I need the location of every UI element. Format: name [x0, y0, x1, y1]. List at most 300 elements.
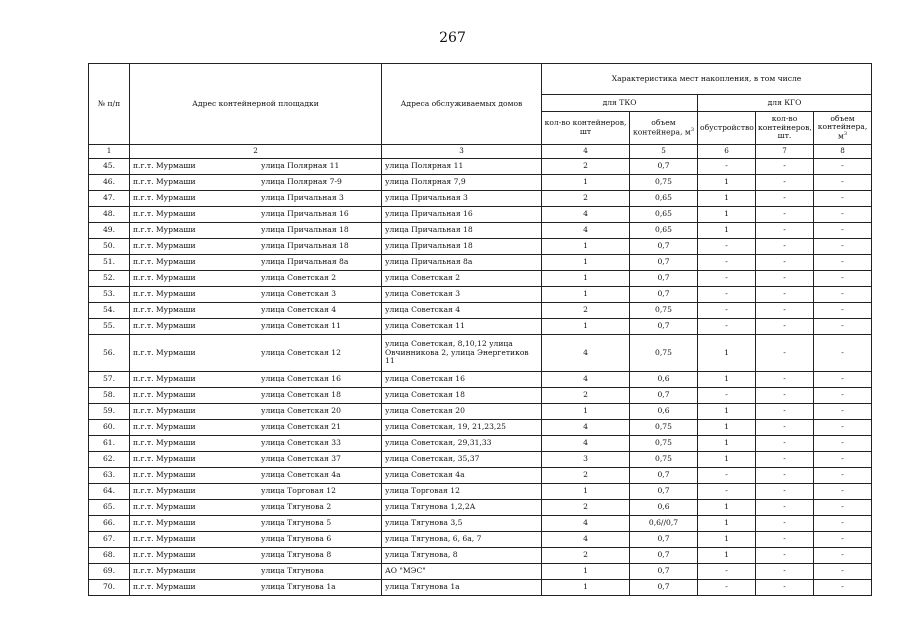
tko-container-count: 1 [542, 580, 630, 596]
kgo-equipped: - [698, 388, 756, 404]
tko-container-volume: 0,75 [630, 420, 698, 436]
row-number: 55. [89, 319, 130, 335]
table-row [89, 287, 872, 303]
kgo-equipped: 1 [698, 516, 756, 532]
site-street: улица Советская 3 [261, 289, 337, 299]
served-houses: улица Причальная 8а [382, 255, 542, 271]
page-number: 267 [439, 30, 466, 46]
kgo-container-volume: - [814, 159, 872, 175]
kgo-container-count: - [756, 239, 814, 255]
kgo-equipped: 1 [698, 207, 756, 223]
table-row [89, 223, 872, 239]
served-houses: улица Тягунова 1,2,2А [382, 500, 542, 516]
row-number: 52. [89, 271, 130, 287]
row-number: 45. [89, 159, 130, 175]
kgo-container-count: - [756, 452, 814, 468]
table-row [89, 452, 872, 468]
served-houses: улица Тягунова, 6, 6а, 7 [382, 532, 542, 548]
kgo-container-count: - [756, 580, 814, 596]
row-number: 49. [89, 223, 130, 239]
table-row [89, 484, 872, 500]
kgo-container-count: - [756, 548, 814, 564]
kgo-container-volume: - [814, 436, 872, 452]
tko-container-count: 4 [542, 516, 630, 532]
kgo-container-count: - [756, 223, 814, 239]
served-houses: улица Советская, 35,37 [382, 452, 542, 468]
row-number: 56. [89, 335, 130, 372]
tko-container-count: 4 [542, 436, 630, 452]
tko-container-volume: 0,7 [630, 388, 698, 404]
header-kgo-volume-text: объем контейнера, м [817, 113, 868, 141]
site-street: улица Советская 33 [261, 438, 341, 448]
header-kgo: для КГО [698, 95, 872, 112]
tko-container-count: 2 [542, 303, 630, 319]
kgo-equipped: - [698, 255, 756, 271]
tko-container-volume: 0,7 [630, 564, 698, 580]
served-houses: улица Советская, 19, 21,23,25 [382, 420, 542, 436]
header-kgo-count: кол-во контейнеров, шт. [756, 112, 814, 145]
header-kgo-equipped: обустройство [698, 112, 756, 145]
served-houses: улица Советская 2 [382, 271, 542, 287]
header-tko: для ТКО [542, 95, 698, 112]
site-street: улица Тягунова 2 [261, 502, 332, 512]
site-locality: п.г.т. Мурмаши [133, 289, 196, 299]
kgo-equipped: - [698, 159, 756, 175]
kgo-container-count: - [756, 372, 814, 388]
tko-container-count: 2 [542, 159, 630, 175]
kgo-container-count: - [756, 207, 814, 223]
site-address [130, 404, 382, 420]
row-number: 64. [89, 484, 130, 500]
site-address [130, 420, 382, 436]
row-number: 65. [89, 500, 130, 516]
site-address [130, 548, 382, 564]
table-row [89, 372, 872, 388]
site-locality: п.г.т. Мурмаши [133, 241, 196, 251]
kgo-container-count: - [756, 484, 814, 500]
table-row [89, 175, 872, 191]
kgo-container-count: - [756, 388, 814, 404]
kgo-equipped: 1 [698, 335, 756, 372]
site-locality: п.г.т. Мурмаши [133, 486, 196, 496]
site-locality: п.г.т. Мурмаши [133, 321, 196, 331]
site-locality: п.г.т. Мурмаши [133, 550, 196, 560]
tko-container-count: 4 [542, 223, 630, 239]
site-address [130, 532, 382, 548]
row-number: 60. [89, 420, 130, 436]
site-locality: п.г.т. Мурмаши [133, 502, 196, 512]
site-locality: п.г.т. Мурмаши [133, 177, 196, 187]
tko-container-count: 2 [542, 468, 630, 484]
site-street: улица Советская 4 [261, 305, 337, 315]
site-address [130, 175, 382, 191]
site-locality: п.г.т. Мурмаши [133, 161, 196, 171]
table-row [89, 420, 872, 436]
header-houses: Адреса обслуживаемых домов [382, 64, 542, 145]
kgo-container-count: - [756, 287, 814, 303]
kgo-container-volume: - [814, 468, 872, 484]
site-street: улица Советская 16 [261, 374, 341, 384]
site-street: улица Причальная 16 [261, 209, 349, 219]
tko-container-count: 1 [542, 255, 630, 271]
kgo-container-volume: - [814, 516, 872, 532]
column-number-row [89, 145, 872, 159]
table-row [89, 564, 872, 580]
site-street: улица Тягунова 6 [261, 534, 332, 544]
site-street: улица Торговая 12 [261, 486, 336, 496]
kgo-container-count: - [756, 335, 814, 372]
served-houses: улица Полярная 11 [382, 159, 542, 175]
tko-container-count: 1 [542, 319, 630, 335]
site-street: улица Советская 11 [261, 321, 341, 331]
table-row [89, 159, 872, 175]
site-street: улица Причальная 18 [261, 225, 349, 235]
row-number: 51. [89, 255, 130, 271]
kgo-container-volume: - [814, 532, 872, 548]
site-address [130, 500, 382, 516]
kgo-equipped: 1 [698, 404, 756, 420]
kgo-container-volume: - [814, 420, 872, 436]
kgo-container-count: - [756, 271, 814, 287]
kgo-container-count: - [756, 532, 814, 548]
row-number: 69. [89, 564, 130, 580]
tko-container-count: 4 [542, 420, 630, 436]
served-houses: улица Советская 18 [382, 388, 542, 404]
table-row [89, 255, 872, 271]
kgo-equipped: - [698, 271, 756, 287]
tko-container-volume: 0,7 [630, 159, 698, 175]
tko-container-volume: 0,75 [630, 452, 698, 468]
table-row [89, 319, 872, 335]
row-number: 50. [89, 239, 130, 255]
kgo-container-volume: - [814, 207, 872, 223]
kgo-container-volume: - [814, 452, 872, 468]
tko-container-count: 1 [542, 287, 630, 303]
tko-container-count: 4 [542, 532, 630, 548]
site-address [130, 580, 382, 596]
site-street: улица Советская 2 [261, 273, 337, 283]
tko-container-count: 1 [542, 564, 630, 580]
site-street: улица Причальная 8а [261, 257, 349, 267]
tko-container-volume: 0,7 [630, 287, 698, 303]
kgo-container-count: - [756, 255, 814, 271]
row-number: 63. [89, 468, 130, 484]
site-locality: п.г.т. Мурмаши [133, 273, 196, 283]
kgo-equipped: 1 [698, 175, 756, 191]
table-row [89, 468, 872, 484]
header-address: Адрес контейнерной площадки [130, 64, 382, 145]
kgo-container-volume: - [814, 287, 872, 303]
site-street: улица Советская 21 [261, 422, 341, 432]
tko-container-volume: 0,75 [630, 175, 698, 191]
site-locality: п.г.т. Мурмаши [133, 406, 196, 416]
table-row [89, 271, 872, 287]
row-number: 46. [89, 175, 130, 191]
column-number: 1 [89, 145, 130, 159]
site-address [130, 452, 382, 468]
column-number: 2 [130, 145, 382, 159]
kgo-container-volume: - [814, 564, 872, 580]
site-address [130, 319, 382, 335]
served-houses: улица Причальная 18 [382, 223, 542, 239]
site-locality: п.г.т. Мурмаши [133, 305, 196, 315]
site-address [130, 239, 382, 255]
row-number: 70. [89, 580, 130, 596]
table-row [89, 580, 872, 596]
served-houses: улица Советская 16 [382, 372, 542, 388]
tko-container-volume: 0,75 [630, 303, 698, 319]
site-locality: п.г.т. Мурмаши [133, 566, 196, 576]
kgo-equipped: - [698, 468, 756, 484]
kgo-container-count: - [756, 420, 814, 436]
site-address [130, 207, 382, 223]
tko-container-count: 1 [542, 271, 630, 287]
site-locality: п.г.т. Мурмаши [133, 438, 196, 448]
tko-container-volume: 0,7 [630, 580, 698, 596]
kgo-equipped: 1 [698, 191, 756, 207]
site-address [130, 468, 382, 484]
kgo-container-volume: - [814, 223, 872, 239]
site-locality: п.г.т. Мурмаши [133, 454, 196, 464]
site-locality: п.г.т. Мурмаши [133, 582, 196, 592]
tko-container-volume: 0,75 [630, 436, 698, 452]
site-street: улица Полярная 7-9 [261, 177, 342, 187]
site-street: улица Советская 4а [261, 470, 341, 480]
column-number: 5 [630, 145, 698, 159]
header-tko-volume [630, 112, 698, 145]
kgo-container-volume: - [814, 335, 872, 372]
column-number: 6 [698, 145, 756, 159]
kgo-equipped: - [698, 564, 756, 580]
kgo-equipped: 1 [698, 436, 756, 452]
table-row [89, 404, 872, 420]
kgo-container-count: - [756, 564, 814, 580]
kgo-equipped: - [698, 239, 756, 255]
kgo-equipped: 1 [698, 223, 756, 239]
kgo-equipped: - [698, 303, 756, 319]
kgo-equipped: 1 [698, 548, 756, 564]
site-street: улица Тягунова [261, 566, 324, 576]
site-address [130, 303, 382, 319]
site-locality: п.г.т. Мурмаши [133, 518, 196, 528]
tko-container-volume: 0,7 [630, 548, 698, 564]
served-houses: улица Советская 11 [382, 319, 542, 335]
site-address [130, 484, 382, 500]
tko-container-count: 4 [542, 207, 630, 223]
kgo-container-count: - [756, 404, 814, 420]
table-row [89, 239, 872, 255]
kgo-equipped: - [698, 319, 756, 335]
site-locality: п.г.т. Мурмаши [133, 534, 196, 544]
tko-container-volume: 0,65 [630, 207, 698, 223]
site-address [130, 287, 382, 303]
site-street: улица Тягунова 1а [261, 582, 336, 592]
site-street: улица Тягунова 8 [261, 550, 332, 560]
served-houses: улица Причальная 3 [382, 191, 542, 207]
site-locality: п.г.т. Мурмаши [133, 422, 196, 432]
site-locality: п.г.т. Мурмаши [133, 374, 196, 384]
kgo-container-volume: - [814, 175, 872, 191]
table-row [89, 191, 872, 207]
site-address [130, 255, 382, 271]
tko-container-count: 1 [542, 175, 630, 191]
column-number: 8 [814, 145, 872, 159]
row-number: 54. [89, 303, 130, 319]
site-address [130, 223, 382, 239]
tko-container-volume: 0,65 [630, 191, 698, 207]
kgo-container-volume: - [814, 548, 872, 564]
kgo-container-volume: - [814, 303, 872, 319]
served-houses: улица Тягунова, 8 [382, 548, 542, 564]
site-address [130, 159, 382, 175]
kgo-container-count: - [756, 500, 814, 516]
site-address [130, 436, 382, 452]
row-number: 61. [89, 436, 130, 452]
kgo-equipped: 1 [698, 372, 756, 388]
kgo-equipped: 1 [698, 420, 756, 436]
tko-container-volume: 0,7 [630, 484, 698, 500]
row-number: 57. [89, 372, 130, 388]
tko-container-volume: 0,65 [630, 223, 698, 239]
table-row [89, 516, 872, 532]
kgo-container-volume: - [814, 388, 872, 404]
served-houses: улица Причальная 18 [382, 239, 542, 255]
tko-container-volume: 0,7 [630, 319, 698, 335]
tko-container-volume: 0,7 [630, 468, 698, 484]
site-locality: п.г.т. Мурмаши [133, 209, 196, 219]
column-number: 4 [542, 145, 630, 159]
row-number: 47. [89, 191, 130, 207]
served-houses: улица Советская 4а [382, 468, 542, 484]
site-street: улица Советская 12 [261, 347, 341, 357]
tko-container-volume: 0,7 [630, 239, 698, 255]
kgo-container-volume: - [814, 484, 872, 500]
tko-container-count: 1 [542, 239, 630, 255]
table-row [89, 388, 872, 404]
tko-container-count: 4 [542, 335, 630, 372]
kgo-equipped: 1 [698, 532, 756, 548]
kgo-container-count: - [756, 516, 814, 532]
site-locality: п.г.т. Мурмаши [133, 390, 196, 400]
row-number: 62. [89, 452, 130, 468]
column-number: 3 [382, 145, 542, 159]
site-locality: п.г.т. Мурмаши [133, 193, 196, 203]
kgo-container-volume: - [814, 500, 872, 516]
kgo-container-volume: - [814, 255, 872, 271]
header-tko-volume-text: объем контейнера, м [632, 118, 691, 137]
site-address [130, 516, 382, 532]
table-row [89, 303, 872, 319]
row-number: 68. [89, 548, 130, 564]
served-houses: улица Тягунова 3,5 [382, 516, 542, 532]
served-houses: улица Торговая 12 [382, 484, 542, 500]
site-address [130, 388, 382, 404]
kgo-container-count: - [756, 175, 814, 191]
kgo-container-count: - [756, 191, 814, 207]
site-locality: п.г.т. Мурмаши [133, 470, 196, 480]
kgo-container-volume: - [814, 372, 872, 388]
tko-container-count: 2 [542, 191, 630, 207]
tko-container-count: 2 [542, 548, 630, 564]
table-row [89, 335, 872, 372]
kgo-container-count: - [756, 159, 814, 175]
served-houses: улица Советская, 29,31,33 [382, 436, 542, 452]
served-houses: улица Тягунова 1а [382, 580, 542, 596]
kgo-equipped: - [698, 287, 756, 303]
table-row [89, 207, 872, 223]
served-houses: улица Полярная 7,9 [382, 175, 542, 191]
tko-container-volume: 0,6 [630, 372, 698, 388]
header-kgo-volume-unit: 3 [843, 131, 848, 138]
table-row [89, 500, 872, 516]
kgo-equipped: 1 [698, 500, 756, 516]
kgo-container-volume: - [814, 271, 872, 287]
row-number: 48. [89, 207, 130, 223]
column-number: 7 [756, 145, 814, 159]
tko-container-count: 1 [542, 484, 630, 500]
site-street: улица Причальная 3 [261, 193, 344, 203]
site-street: улица Причальная 18 [261, 241, 349, 251]
row-number: 53. [89, 287, 130, 303]
kgo-container-volume: - [814, 580, 872, 596]
container-sites-table [88, 63, 872, 596]
tko-container-volume: 0,7 [630, 532, 698, 548]
tko-container-volume: 0,75 [630, 335, 698, 372]
row-number: 59. [89, 404, 130, 420]
site-street: улица Советская 20 [261, 406, 341, 416]
site-street: улица Полярная 11 [261, 161, 340, 171]
kgo-equipped: - [698, 484, 756, 500]
tko-container-volume: 0,7 [630, 271, 698, 287]
header-kgo-volume [814, 112, 872, 145]
tko-container-volume: 0,6 [630, 500, 698, 516]
tko-container-volume: 0,7 [630, 255, 698, 271]
served-houses: улица Советская 3 [382, 287, 542, 303]
site-street: улица Советская 37 [261, 454, 341, 464]
tko-container-volume: 0,6//0,7 [630, 516, 698, 532]
table-row [89, 532, 872, 548]
kgo-container-volume: - [814, 404, 872, 420]
kgo-container-volume: - [814, 239, 872, 255]
table-row [89, 436, 872, 452]
site-street: улица Советская 18 [261, 390, 341, 400]
kgo-container-count: - [756, 303, 814, 319]
kgo-equipped: 1 [698, 452, 756, 468]
tko-container-count: 3 [542, 452, 630, 468]
kgo-equipped: - [698, 580, 756, 596]
header-row-1 [89, 64, 872, 95]
header-characteristics: Характеристика мест накопления, в том числе [542, 64, 872, 95]
kgo-container-count: - [756, 468, 814, 484]
site-address [130, 271, 382, 287]
kgo-container-count: - [756, 436, 814, 452]
served-houses: улица Советская 4 [382, 303, 542, 319]
tko-container-count: 4 [542, 372, 630, 388]
site-address [130, 372, 382, 388]
site-address [130, 335, 382, 372]
tko-container-count: 2 [542, 388, 630, 404]
site-address [130, 564, 382, 580]
row-number: 58. [89, 388, 130, 404]
served-houses: улица Советская 20 [382, 404, 542, 420]
served-houses: АО "МЭС" [382, 564, 542, 580]
table-body [89, 64, 872, 596]
header-tko-volume-unit: 3 [690, 126, 694, 133]
served-houses: улица Советская, 8,10,12 улица Овчинникова 2, улица Энергетиков 11 [382, 335, 542, 372]
row-number: 67. [89, 532, 130, 548]
site-locality: п.г.т. Мурмаши [133, 347, 196, 357]
site-locality: п.г.т. Мурмаши [133, 257, 196, 267]
